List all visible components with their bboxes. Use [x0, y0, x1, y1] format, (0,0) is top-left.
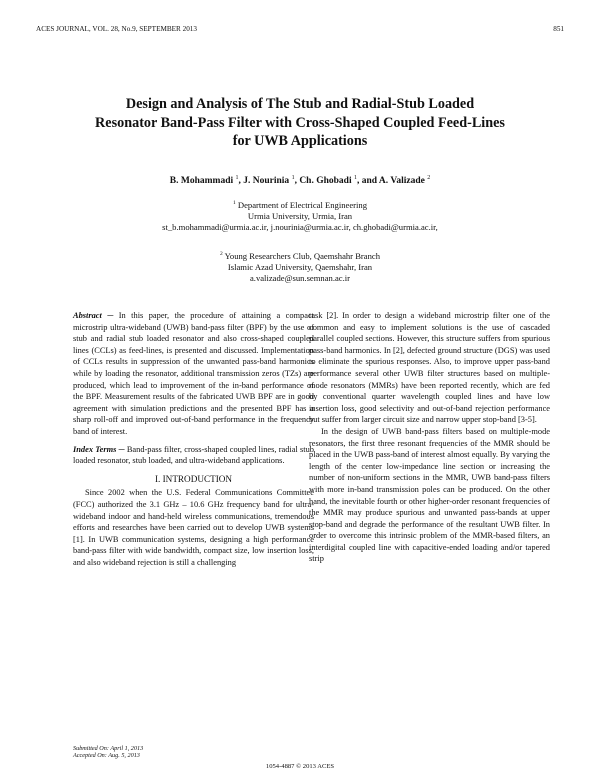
author-affiliation-mark: 1	[235, 175, 239, 181]
author-affiliation-mark: 1	[291, 175, 295, 181]
accepted-date: Accepted On: Aug. 5, 2013	[73, 752, 140, 760]
author-name: A. Valizade	[378, 176, 425, 187]
abstract-text: In this paper, the procedure of attaining a compact microstrip ultra-wideband (UWB) band-pass filter (BPF) by the use of stub and radial stub loaded resonator and also cross-shaped coupled lines (CCLs) as feed-lines, is presented and discussed. Implementation of CCLs results in suppression of the unwanted pass-band harmonics while by loading the resonator, additional transmission zeros (TZs) are produced, which lead to improvement of the in-band performance of the BPF. Measurement results of the fabricated UWB BPF are in good agreement with simulation predictions and the presented BPF has a sharp roll-off and improved out-of-band performance in the frequency band of interest.	[73, 311, 314, 436]
page-number: 851	[553, 25, 564, 33]
body-paragraph: task [2]. In order to design a wideband microstrip filter one of the common and easy to implement solutions is the use of cascaded parallel coupled sections. However, this structure suffers from spurious pass-band harmonics. In [2], defected ground structure (DGS) was used to eliminate the spurious responses. Also, to improve upper pass-band performance several other UWB filter structures based on multiple-mode resonators (MMRs) have been reported recently, which are fed by conventional quarter wavelength coupled lines and have low insertion loss, good selectivity and out-of-band rejection performance but suffer from larger circuit size and narrow upper stop-band [3-5].	[309, 311, 550, 425]
author-list	[40, 175, 560, 186]
section-heading: I. INTRODUCTION	[154, 473, 233, 484]
title-line-3: for UWB Applications	[232, 133, 368, 149]
author-name: B. Mohammadi	[169, 176, 234, 187]
body-paragraph: Since 2002 when the U.S. Federal Communications Committee (FCC) authorized the 3.1 GHz – 10.6 GHz frequency band for ultra-wideband indoor and hand-held wireless communications, tremendous efforts and researches have been carried out to develop UWB systems [1]. In UWB communication systems, designing a high performance band-pass filter with wide bandwidth, compact size, low insertion loss, and also wideband rejection is still a challenging	[73, 488, 314, 567]
copyright-notice: 1054-4887 © 2013 ACES	[265, 763, 335, 770]
author-separator: ,	[294, 176, 300, 187]
affiliation-2	[40, 249, 560, 284]
index-terms-dash: ─	[116, 444, 127, 454]
affiliation-number: 2	[219, 251, 223, 257]
right-column	[309, 310, 550, 565]
running-header	[36, 25, 564, 33]
affiliation-1	[40, 198, 560, 233]
affiliation-department: Young Researchers Club, Qaemshahr Branch	[224, 250, 381, 261]
author-name: Ch. Ghobadi	[299, 176, 352, 187]
affiliation-emails: st_b.mohammadi@urmia.ac.ir, j.nourinia@urmia.ac.ir, ch.ghobadi@urmia.ac.ir,	[162, 221, 438, 232]
affiliation-university: Urmia University, Urmia, Iran	[247, 210, 353, 221]
author-separator: ,	[238, 176, 244, 187]
left-column	[73, 310, 314, 568]
submitted-date: Submitted On: April 1, 2013	[73, 745, 144, 752]
submission-dates	[73, 745, 143, 760]
abstract	[73, 310, 314, 438]
index-terms	[73, 444, 314, 467]
journal-info: ACES JOURNAL, VOL. 28, No.9, SEPTEMBER 2013	[36, 25, 197, 33]
title-line-2: Resonator Band-Pass Filter with Cross-Shaped Coupled Feed-Lines	[95, 114, 505, 131]
affiliation-department: Department of Electrical Engineering	[237, 199, 367, 210]
author-name: J. Nourinia	[243, 176, 290, 187]
author-affiliation-mark: 1	[353, 175, 357, 181]
body-paragraph: In the design of UWB band-pass filters based on multiple-mode resonators, the first three resonant frequencies of the MMR should be placed in the UWB pass-band of interest almost equally. By varying the length of the center low-impedance line section or increasing the number of non-uniform sections in the MMR, UWB band-pass filters with more in-band transmission poles can be produced. On the other hand, the inevitable fourth or other higher-order resonant frequencies of the MMR may produce spurious and unwanted pass-bands at upper stop-band and degrade the performance of the resultant UWB filter. In order to overcome this intrinsic problem of the MMR-based filters, an interdigital coupled line with capacitive-ended loading and/or tapered strip	[309, 426, 550, 564]
index-terms-label: Index Terms	[73, 444, 117, 454]
affiliation-email: a.valizade@sun.semnan.ac.ir	[249, 272, 351, 283]
paper-title	[40, 95, 560, 151]
author-separator: , and	[356, 176, 379, 187]
affiliation-university: Islamic Azad University, Qaemshahr, Iran	[227, 261, 373, 272]
title-line-1: Design and Analysis of The Stub and Radial-Stub Loaded	[125, 96, 475, 112]
affiliation-number: 1	[233, 200, 236, 206]
abstract-label: Abstract	[73, 311, 102, 320]
author-affiliation-mark: 2	[427, 175, 431, 181]
abstract-dash: ─	[101, 311, 119, 320]
index-terms-text: Band-pass filter, cross-shaped coupled lines, radial stub loaded resonator, stub loaded, and ultra-wideband applications.	[73, 444, 314, 466]
